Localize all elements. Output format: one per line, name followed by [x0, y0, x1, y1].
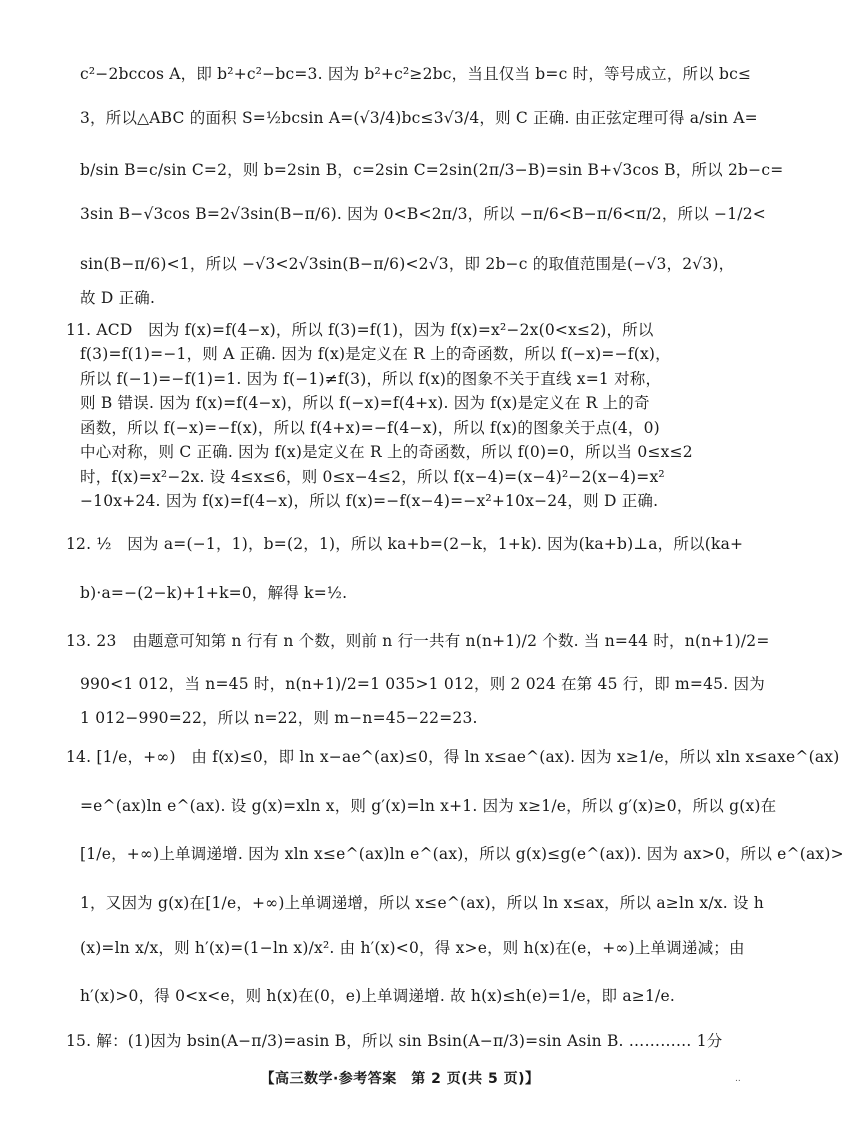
- question-15-line: 15. 解：(1)因为 bsin(A−π/3)=asin B，所以 sin Bsin(A−π/3)=sin Asin B. ………… 1分: [66, 1032, 723, 1050]
- text-line: (x)=ln x/x，则 h′(x)=(1−ln x)/x². 由 h′(x)<0，得 x>e，则 h(x)在(e，+∞)上单调递减；由: [80, 939, 745, 957]
- question-14-line: 14. [1/e，+∞) 由 f(x)≤0，即 ln x−ae^(ax)≤0，得 ln x≤ae^(ax). 因为 x≥1/e，所以 xln x≤axe^(ax): [66, 748, 840, 766]
- question-11-line: 11. ACD 因为 f(x)=f(4−x)，所以 f(3)=f(1)，因为 f(x)=x²−2x(0<x≤2)，所以: [66, 321, 654, 339]
- text-line: b/sin B=c/sin C=2，则 b=2sin B，c=2sin C=2sin(2π/3−B)=sin B+√3cos B，所以 2b−c=: [80, 161, 784, 179]
- text-line: 所以 f(−1)=−f(1)=1. 因为 f(−1)≠f(3)，所以 f(x)的图象不关于直线 x=1 对称，: [80, 370, 662, 388]
- text-line: =e^(ax)ln e^(ax). 设 g(x)=xln x，则 g′(x)=ln x+1. 因为 x≥1/e，所以 g′(x)≥0，所以 g(x)在: [80, 797, 777, 815]
- text-line: 函数，所以 f(−x)=−f(x)，所以 f(4+x)=−f(4−x)，所以 f(x)的图象关于点(4，0): [80, 419, 660, 437]
- text-line: 1 012−990=22，所以 n=22，则 m−n=45−22=23.: [80, 709, 478, 727]
- text-line: 中心对称，则 C 正确. 因为 f(x)是定义在 R 上的奇函数，所以 f(0)=0，所以当 0≤x≤2: [80, 443, 693, 461]
- text-line: f(3)=f(1)=−1，则 A 正确. 因为 f(x)是定义在 R 上的奇函数，所以 f(−x)=−f(x)，: [80, 345, 671, 363]
- text-line: 故 D 正确.: [80, 289, 156, 307]
- page-footer: 【高三数学·参考答案 第 2 页(共 5 页)】: [260, 1071, 540, 1087]
- corner-mark: ..: [735, 1074, 741, 1084]
- text-line: h′(x)>0，得 0<x<e，则 h(x)在(0，e)上单调递增. 故 h(x)≤h(e)=1/e，即 a≥1/e.: [80, 987, 675, 1005]
- text-line: 990<1 012，当 n=45 时，n(n+1)/2=1 035>1 012，则 2 024 在第 45 行，即 m=45. 因为: [80, 675, 765, 693]
- text-line: 3，所以△ABC 的面积 S=½bcsin A=(√3/4)bc≤3√3/4，则 C 正确. 由正弦定理可得 a/sin A=: [80, 109, 758, 127]
- text-line: [1/e，+∞)上单调递增. 因为 xln x≤e^(ax)ln e^(ax)，所以 g(x)≤g(e^(ax)). 因为 ax>0，所以 e^(ax)>: [80, 845, 844, 863]
- text-line: 3sin B−√3cos B=2√3sin(B−π/6). 因为 0<B<2π/3，所以 −π/6<B−π/6<π/2，所以 −1/2<: [80, 205, 766, 223]
- text-line: b)·a=−(2−k)+1+k=0，解得 k=½.: [80, 584, 348, 602]
- text-line: c²−2bccos A，即 b²+c²−bc=3. 因为 b²+c²≥2bc，当且仅当 b=c 时，等号成立，所以 bc≤: [80, 65, 752, 83]
- text-line: 则 B 错误. 因为 f(x)=f(4−x)，所以 f(−x)=f(4+x). 因为 f(x)是定义在 R 上的奇: [80, 394, 650, 412]
- question-13-line: 13. 23 由题意可知第 n 行有 n 个数，则前 n 行一共有 n(n+1)/2 个数. 当 n=44 时，n(n+1)/2=: [66, 632, 770, 650]
- text-line: sin(B−π/6)<1，所以 −√3<2√3sin(B−π/6)<2√3，即 2b−c 的取值范围是(−√3，2√3)，: [80, 255, 735, 273]
- text-line: −10x+24. 因为 f(x)=f(4−x)，所以 f(x)=−f(x−4)=−x²+10x−24，则 D 正确.: [80, 492, 659, 510]
- text-line: 1，又因为 g(x)在[1/e，+∞)上单调递增，所以 x≤e^(ax)，所以 ln x≤ax，所以 a≥ln x/x. 设 h: [80, 894, 764, 912]
- text-line: 时，f(x)=x²−2x. 设 4≤x≤6，则 0≤x−4≤2，所以 f(x−4)=(x−4)²−2(x−4)=x²: [80, 468, 665, 486]
- question-12-line: 12. ½ 因为 a=(−1，1)，b=(2，1)，所以 ka+b=(2−k，1+k). 因为(ka+b)⊥a，所以(ka+: [66, 535, 744, 553]
